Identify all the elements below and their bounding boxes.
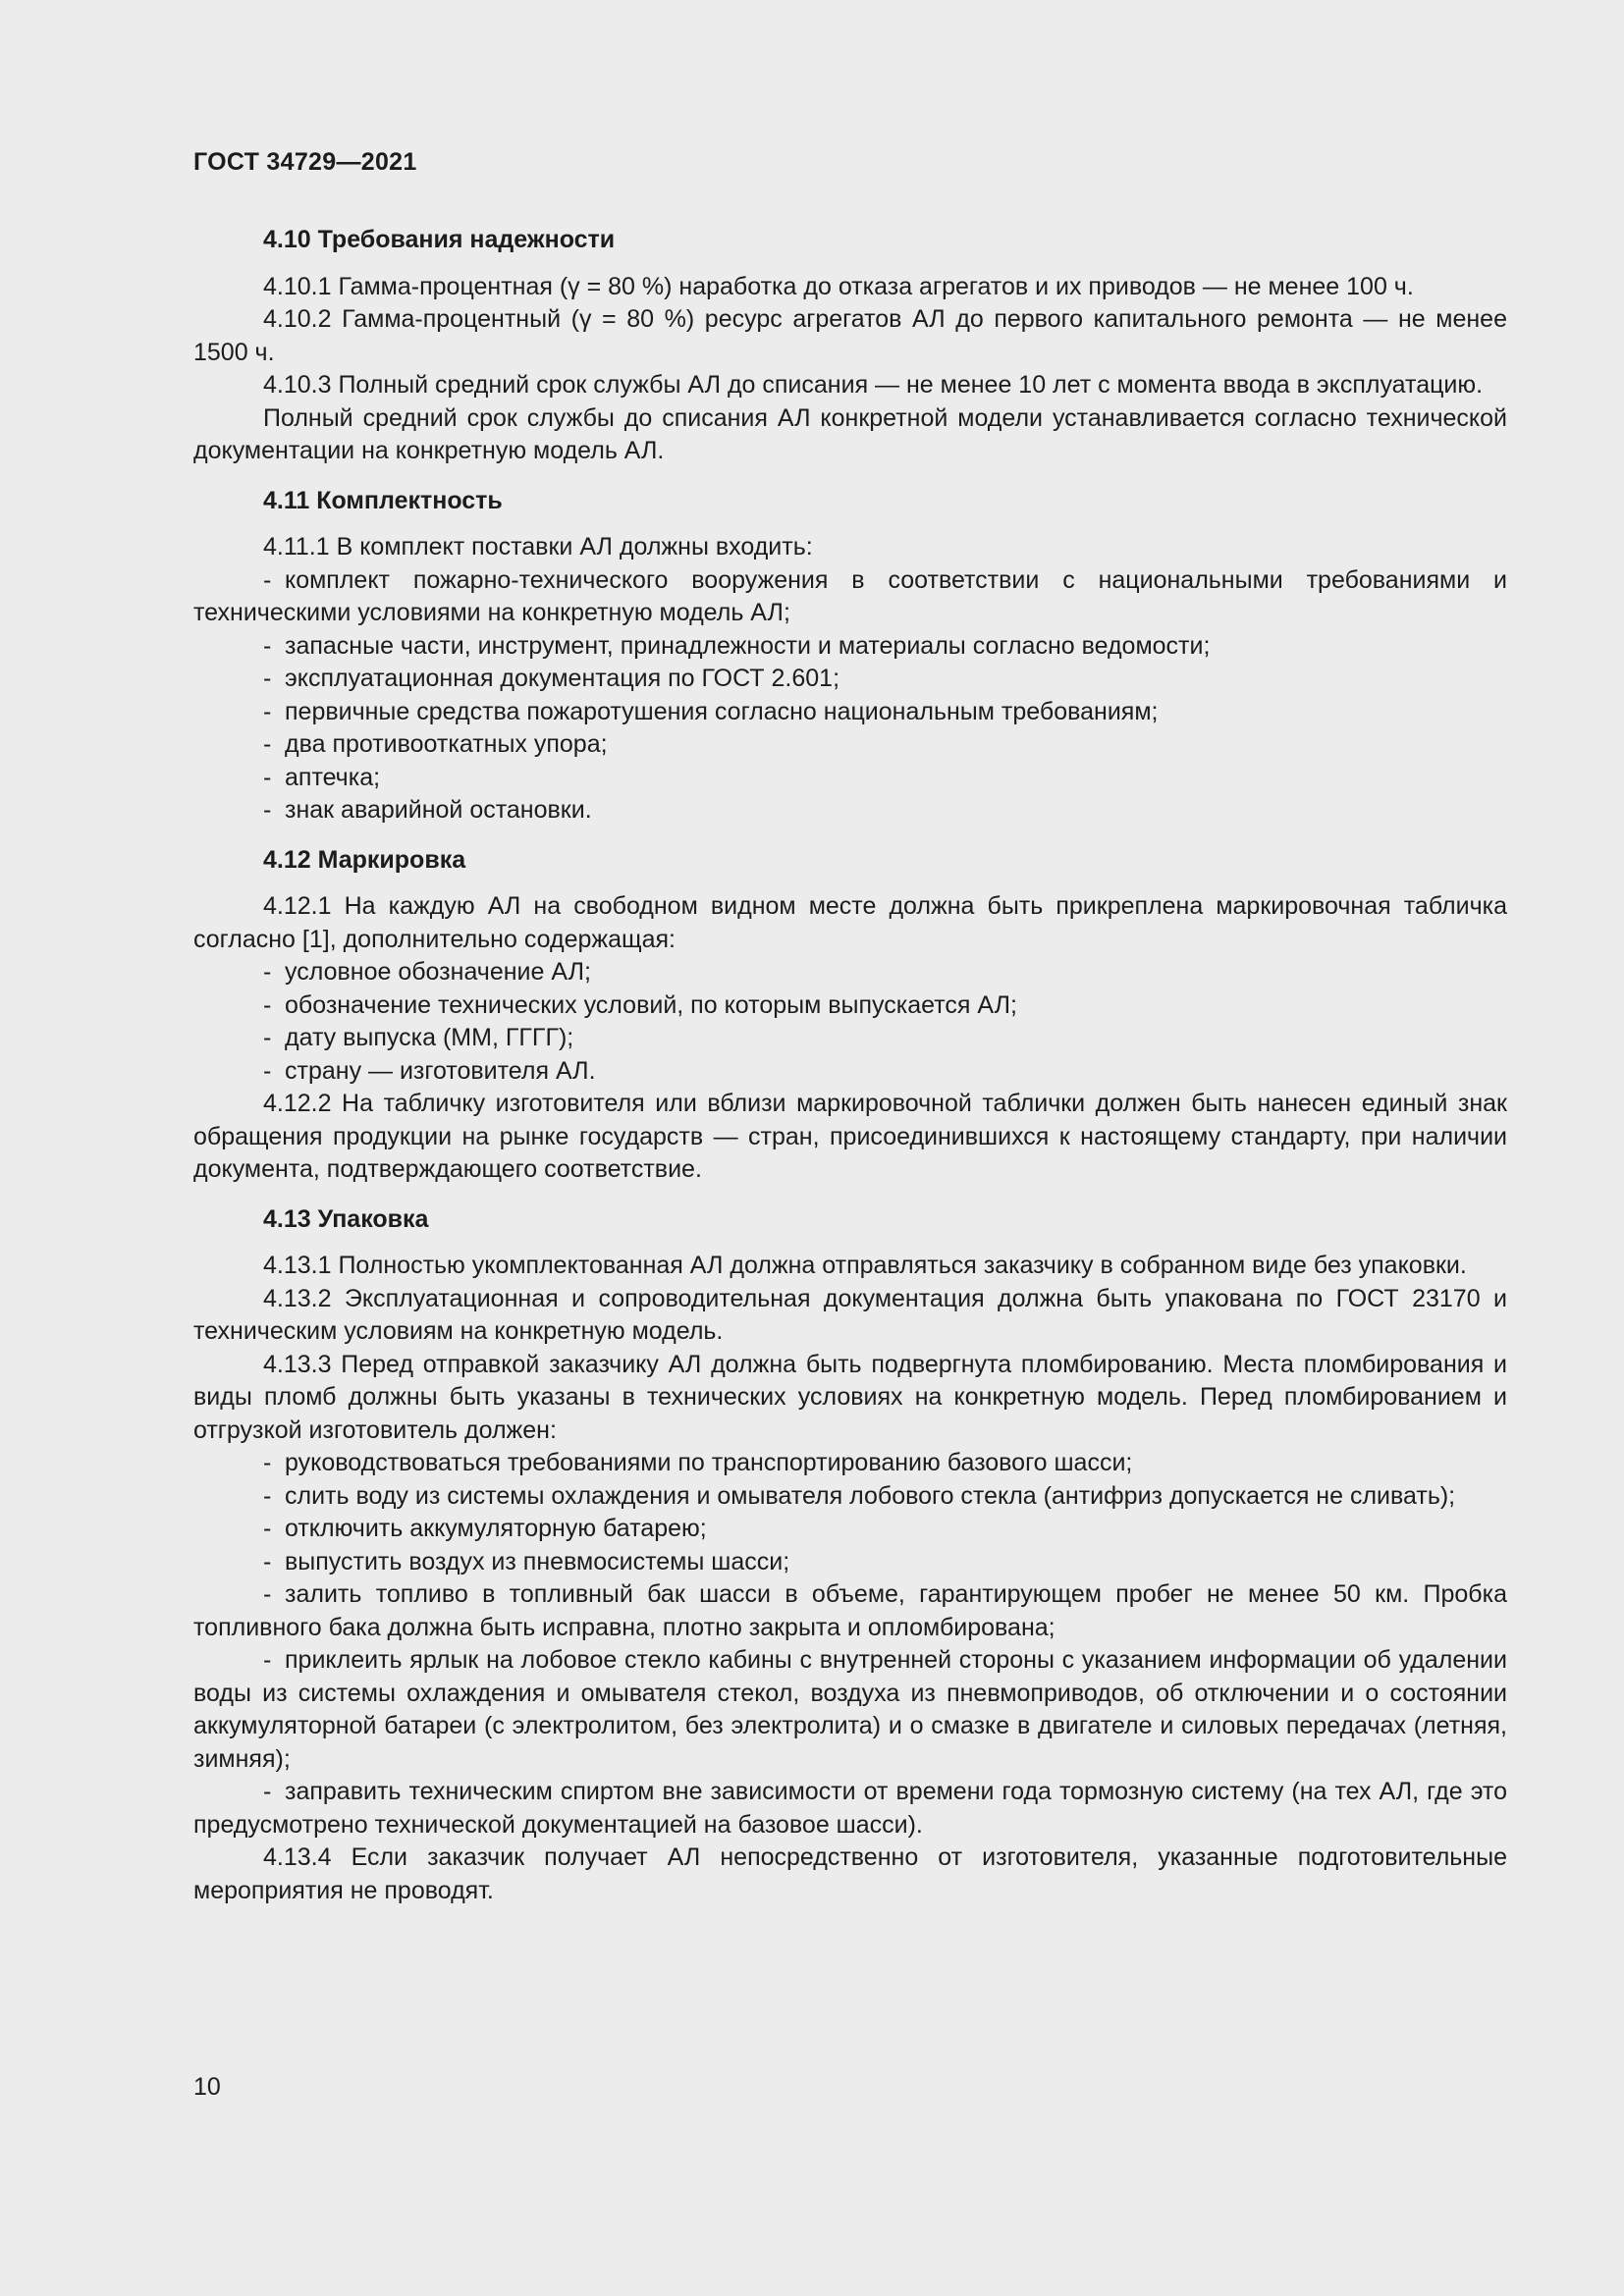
list-item-text: аптечка;: [285, 763, 381, 791]
list-item-text: знак аварийной остановки.: [285, 796, 592, 824]
section-title: 4.13 Упаковка: [263, 1204, 429, 1233]
section-title: 4.12 Маркировка: [263, 845, 466, 874]
list-dash: -: [263, 730, 272, 758]
list-dash: -: [263, 565, 272, 594]
list-dash: -: [263, 665, 272, 692]
list-item: [193, 1776, 1507, 1842]
list-item-text: запасные части, инструмент, принадлежности и материалы согласно ведомости;: [285, 631, 1211, 660]
list-item: [193, 1055, 1507, 1089]
paragraph: 4.11.1 В комплект поставки АЛ должны входить:: [263, 533, 813, 561]
list-item: [193, 956, 1507, 989]
list-item: [193, 728, 1507, 762]
list-item: [193, 1644, 1507, 1776]
section-title: 4.11 Комплектность: [263, 486, 503, 514]
list-item-text: выпустить воздух из пневмосистемы шасси;: [285, 1547, 790, 1575]
paragraph: 4.10.2 Гамма-процентный (γ = 80 %) ресурс агрегатов АЛ до первого капитального ремонта — не менее 1500 ч.: [193, 305, 1507, 366]
list-item-text: руководствоваться требованиями по транспортированию базового шасси;: [285, 1449, 1133, 1476]
section: [193, 224, 1507, 468]
list-dash: -: [263, 1449, 272, 1476]
list-dash: -: [263, 763, 272, 791]
list-item-text: приклеить ярлык на лобовое стекло кабины с внутренней стороны с указанием информации об удалении воды из системы охлаждения и омывателя стекол, воздуха из пневмоприводов, об отключении и о состоянии аккумуляторной батареи (с электролитом, без электролита) и о смазке в двигателе и силовых передачах (летняя, зимняя);: [193, 1646, 1507, 1773]
list-item-text: дату выпуска (ММ, ГГГГ);: [285, 1024, 574, 1051]
paragraph: 4.10.3 Полный средний срок службы АЛ до списания — не менее 10 лет с момента ввода в эксплуатацию.: [263, 371, 1484, 399]
paragraph: Полный средний срок службы до списания АЛ конкретной модели устанавливается согласно технической документации на конкретную модель АЛ.: [193, 403, 1507, 464]
list-item: [193, 989, 1507, 1023]
page-number: 10: [193, 2073, 221, 2101]
list-item-text: страну — изготовителя АЛ.: [285, 1056, 596, 1085]
list-dash: -: [263, 796, 272, 824]
list-item: [193, 1022, 1507, 1055]
paragraph: 4.13.1 Полностью укомплектованная АЛ должна отправляться заказчику в собранном виде без упаковки.: [263, 1252, 1467, 1279]
list-dash: -: [263, 1778, 272, 1805]
list-item-text: условное обозначение АЛ;: [285, 958, 591, 986]
list-item-text: слить воду из системы охлаждения и омывателя лобового стекла (антифриз допускается не сливать);: [285, 1481, 1456, 1510]
list-item: [193, 794, 1507, 828]
list-item: [193, 696, 1507, 729]
section: [193, 1203, 1507, 1908]
list-item: [193, 1578, 1507, 1644]
list-item: [193, 663, 1507, 696]
paragraph: 4.13.3 Перед отправкой заказчику АЛ должна быть подвергнута пломбированию. Места пломбирования и виды пломб должны быть указаны в технических условиях на конкретную модель. Перед пломбированием и отгрузкой изготовитель должен:: [193, 1350, 1507, 1444]
list-item-text: комплект пожарно-технического вооружения в соответствии с национальными требованиями и техническими условиями на конкретную модель АЛ;: [193, 565, 1507, 626]
list-dash: -: [263, 1547, 272, 1575]
list-item-text: заправить техническим спиртом вне зависимости от времени года тормозную систему (на тех АЛ, где это предусмотрено технической документацией на базовое шасси).: [193, 1778, 1507, 1839]
list-dash: -: [263, 990, 272, 1019]
list-item-text: два противооткатных упора;: [285, 730, 608, 758]
list-item: [193, 1447, 1507, 1480]
paragraph: 4.13.2 Эксплуатационная и сопроводительная документация должна быть упакована по ГОСТ 23170 и техническим условиям на конкретную модель.: [193, 1284, 1507, 1345]
list-item: [193, 1513, 1507, 1546]
list-dash: -: [263, 1024, 272, 1051]
list-dash: -: [263, 631, 272, 660]
paragraph: 4.12.1 На каждую АЛ на свободном видном месте должна быть прикреплена маркировочная табличка согласно [1], дополнительно содержащая:: [193, 892, 1507, 953]
list-dash: -: [263, 1646, 272, 1674]
paragraph: 4.10.1 Гамма-процентная (γ = 80 %) наработка до отказа агрегатов и их приводов — не менее 100 ч.: [263, 272, 1414, 300]
list-dash: -: [263, 1515, 272, 1542]
list-item-text: эксплуатационная документация по ГОСТ 2.601;: [285, 665, 840, 692]
list-dash: -: [263, 1056, 272, 1085]
document-header: ГОСТ 34729—2021: [193, 148, 417, 176]
section-title: 4.10 Требования надежности: [263, 226, 616, 253]
list-item: [193, 564, 1507, 630]
list-item: [193, 630, 1507, 664]
paragraph: 4.12.2 На табличку изготовителя или вблизи маркировочной таблички должен быть нанесен единый знак обращения продукции на рынке государств — стран, присоединившихся к настоящему стандарту, при наличии документа, подтверждающего соответствие.: [193, 1090, 1507, 1183]
list-item-text: обозначение технических условий, по которым выпускается АЛ;: [285, 990, 1017, 1019]
list-dash: -: [263, 697, 272, 725]
list-item-text: отключить аккумуляторную батарею;: [285, 1515, 707, 1542]
paragraph: 4.13.4 Если заказчик получает АЛ непосредственно от изготовителя, указанные подготовительные мероприятия не проводят.: [193, 1843, 1507, 1904]
list-item: [193, 1480, 1507, 1514]
list-dash: -: [263, 958, 272, 986]
list-dash: -: [263, 1481, 272, 1510]
list-item: [193, 1546, 1507, 1579]
section: [193, 844, 1507, 1187]
list-item-text: залить топливо в топливный бак шасси в объеме, гарантирующем пробег не менее 50 км. Пробка топливного бака должна быть исправна, плотно закрыта и опломбирована;: [193, 1580, 1507, 1641]
section: [193, 485, 1507, 828]
list-dash: -: [263, 1580, 272, 1608]
list-item-text: первичные средства пожаротушения согласно национальным требованиям;: [285, 697, 1159, 725]
list-item: [193, 762, 1507, 795]
document-body: [193, 224, 1507, 1907]
